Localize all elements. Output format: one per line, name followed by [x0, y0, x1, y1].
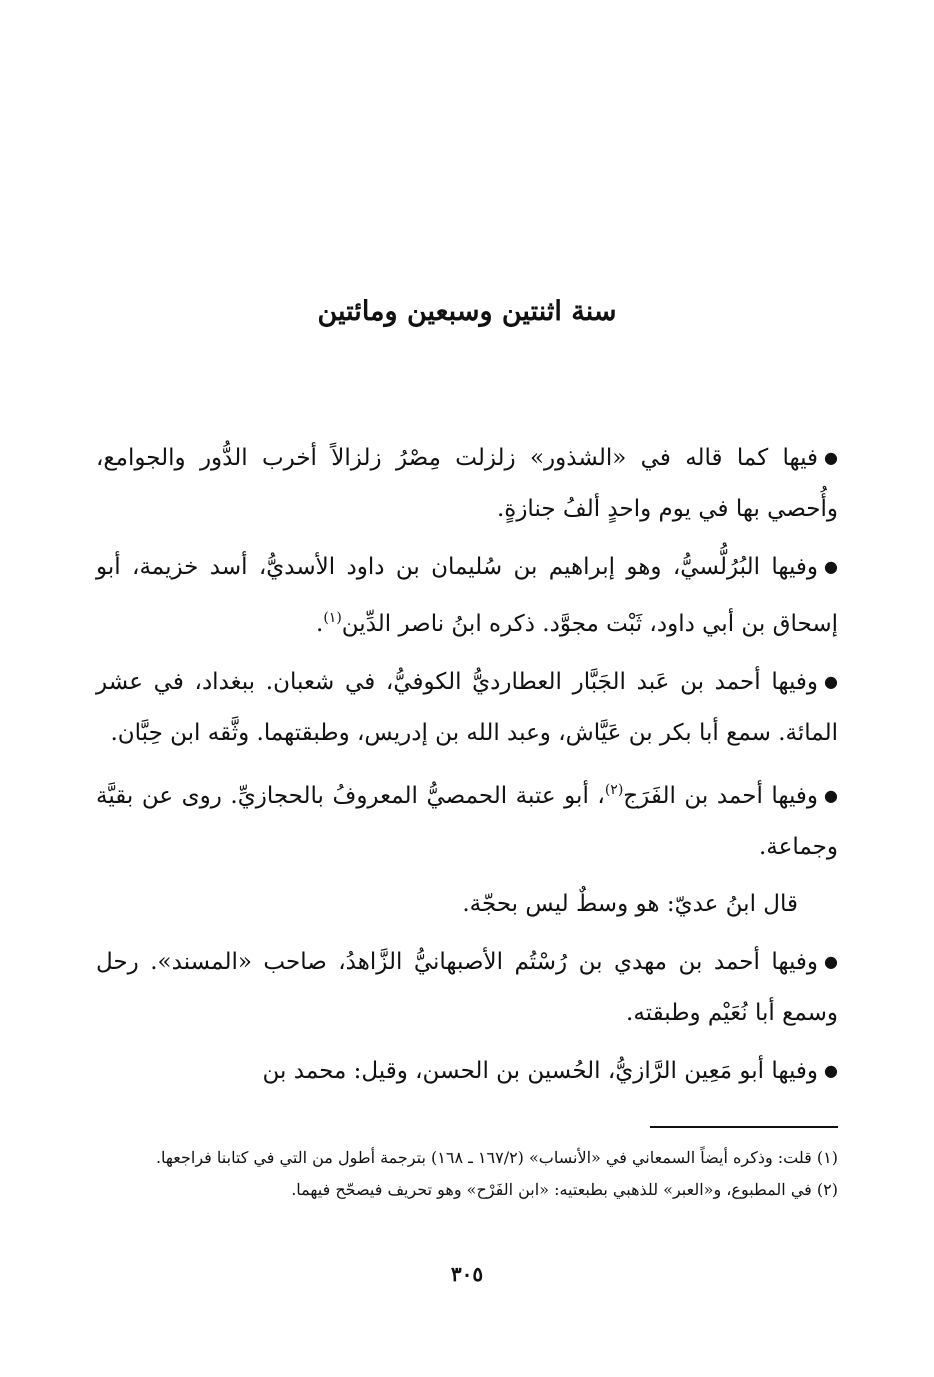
entry-text-tail: .: [316, 611, 324, 637]
entry-text: قال ابنُ عديّ: هو وسطٌ ليس بحجّة.: [462, 891, 798, 917]
entry-ibn-adi-quote: [96, 879, 838, 930]
footnote-reference: (١): [323, 610, 342, 626]
entry-burullusi: [96, 541, 838, 650]
entry-text: وفيها أحمد بن مهدي بن رُسْتُم الأصبهانيُّ الزَّاهدُ، صاحب «المسند». رحل وسمع أبا نُعَيْم وطبقته.: [96, 949, 838, 1026]
bullet-icon: ●: [824, 786, 839, 805]
entry-text: فيها كما قاله في «الشذور» زلزلت مِصْرُ زلزالاً أخرب الدُّور والجوامع، وأُحصي بها في يوم واحدٍ ألفُ جنازةٍ.: [96, 445, 838, 522]
footnote-reference: (٢): [604, 782, 624, 798]
bullet-icon: ●: [824, 1061, 838, 1080]
footnotes: [96, 1142, 838, 1206]
entry-text: وفيها أبو مَعِين الرَّازيُّ، الحُسين بن الحسن، وقيل: محمد بن: [262, 1058, 819, 1084]
footnote-divider: [650, 1126, 838, 1128]
main-text: [96, 432, 838, 1103]
entry-earthquake: [96, 432, 838, 535]
page-number: ٣٠٥: [450, 1262, 484, 1286]
entry-text: وفيها أحمد بن الفَرَج: [623, 783, 819, 809]
entry-abu-main-al-razi: [96, 1045, 838, 1097]
entry-ahmad-ibn-mahdi: [96, 936, 838, 1039]
footnote-item: (٢) في المطبوع، و«العبر» للذهبي بطبعتيه: «ابن الفَرْح» وهو تحريف فيصحّح فيهما.: [291, 1180, 838, 1199]
entry-text: وفيها البُرُلُّسيُّ، وهو إبراهيم بن سُليمان بن داود الأسديُّ، أسد خزيمة، أبو إسحاق بن أبي داود، ثَبْت مجوَّد. ذكره ابنُ ناصر الدِّين: [96, 554, 838, 637]
footnote-item: (١) قلت: وذكره أيضاً السمعاني في «الأنساب» (١٦٧/٢ ـ ١٦٨) بترجمة أطول من التي في كتابنا فراجعها.: [155, 1148, 838, 1167]
entry-utaridi: [96, 656, 838, 759]
bullet-icon: ●: [824, 448, 838, 467]
entry-text: وفيها أحمد بن عَبد الجَبَّار العطارديُّ الكوفيُّ، في شعبان. ببغداد، في عشر المائة. سمع أبا بكر بن عَيَّاش، وعبد الله بن إدريس، وطبقتهما. وثَّقه ابن حِبَّان.: [96, 669, 838, 746]
chapter-heading: سنة اثنتين وسبعين ومائتين: [317, 296, 617, 327]
bullet-icon: ●: [824, 557, 838, 576]
bullet-icon: ●: [824, 952, 838, 971]
entry-text-tail: ، أبو عتبة الحمصيُّ المعروفُ بالحجازيِّ. روى عن بقيَّة وجماعة.: [96, 783, 838, 860]
entry-ahmad-ibn-al-faraj: [96, 765, 838, 873]
bullet-icon: ●: [824, 672, 838, 691]
